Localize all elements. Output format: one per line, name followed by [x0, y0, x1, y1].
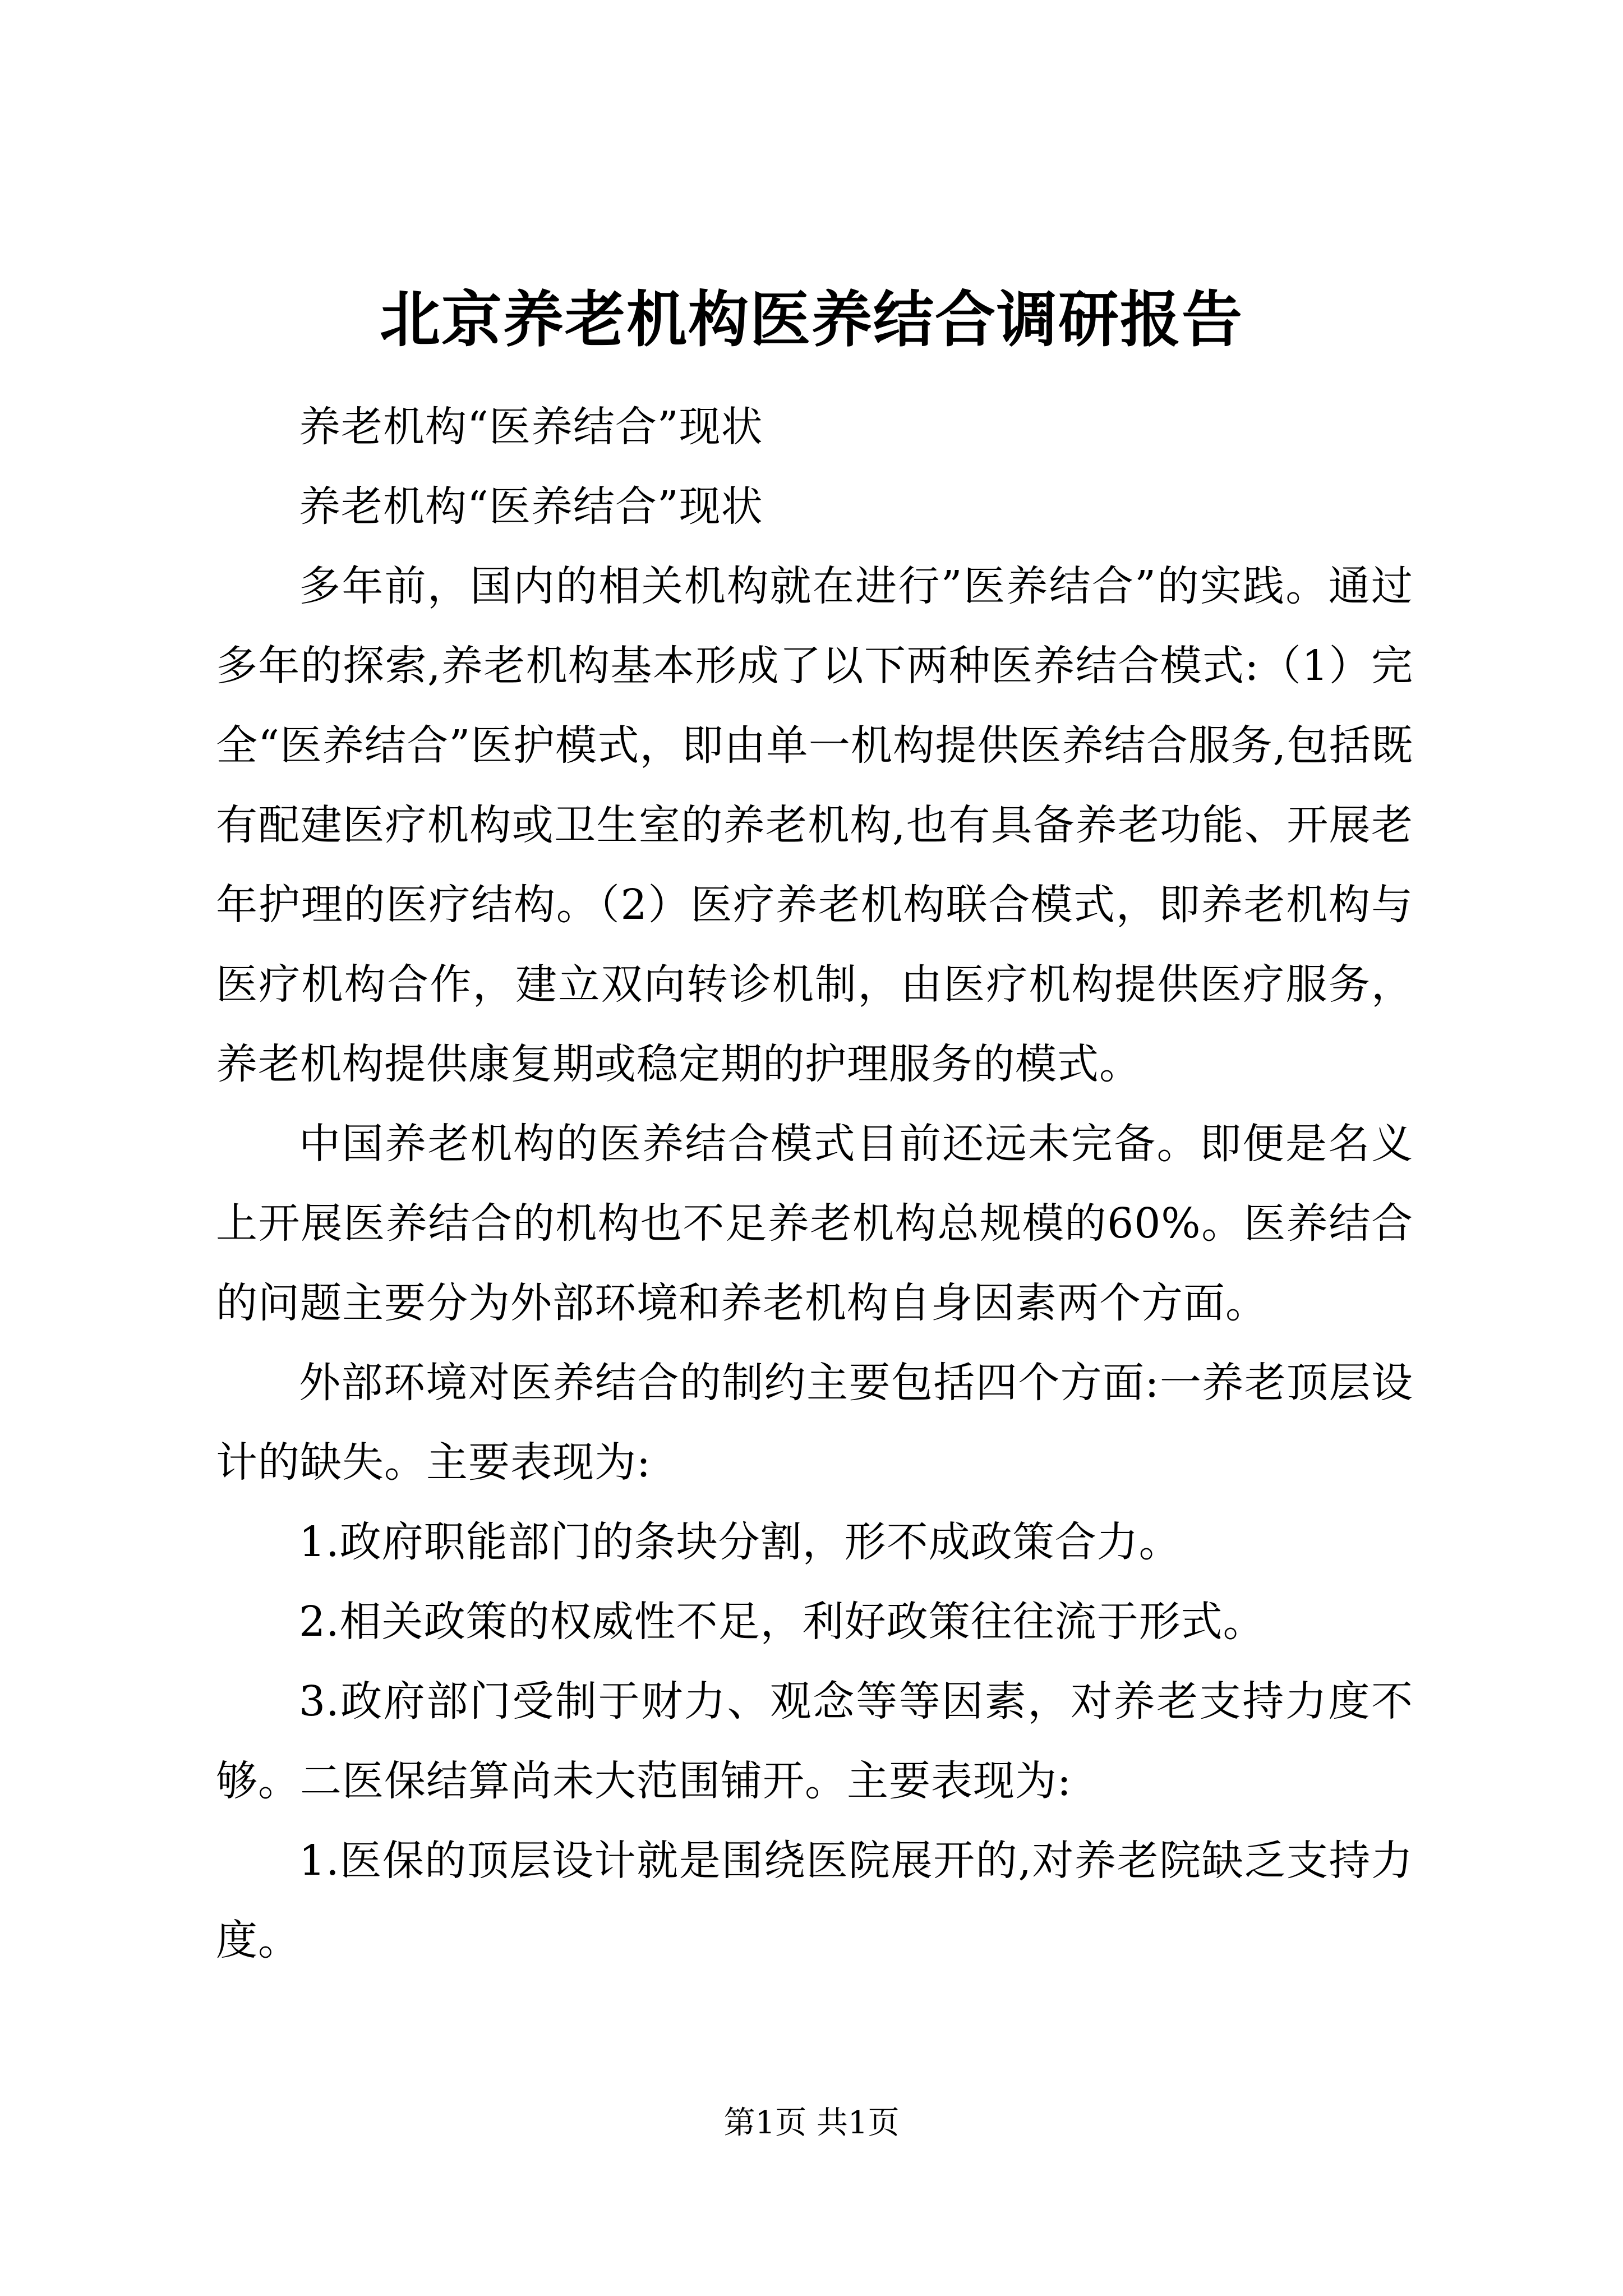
paragraph-models: 多年前，国内的相关机构就在进行”医养结合”的实践。通过多年的探索,养老机构基本形成了以下两种医养结合模式:（1）完全“医养结合”医护模式，即由单一机构提供医养结合服务,包括既有配建医疗机构或卫生室的养老机构,也有具备养老功能、开展老年护理的医疗结构。（2）医疗养老机构联合模式，即养老机构与医疗机构合作，建立双向转诊机制，由医疗机构提供医疗服务，养老机构提供康复期或稳定期的护理服务的模式。 — [216, 562, 1413, 1088]
page-footer: 第1页 共1页 — [723, 2105, 900, 2141]
paragraph-subheading-1: 养老机构“医养结合”现状 — [299, 403, 763, 451]
document-title: 北京养老机构医养结合调研报告 — [379, 284, 1243, 355]
list-item-3: 3.政府部门受制于财力、观念等等因素，对养老支持力度不够。二医保结算尚未大范围铺开。主要表现为: — [216, 1677, 1413, 1805]
paragraph-subheading-2: 养老机构“医养结合”现状 — [299, 482, 763, 531]
list-item-1: 1.政府职能部门的条块分割，形不成政策合力。 — [299, 1518, 1181, 1566]
list-item-2: 2.相关政策的权威性不足，利好政策往往流于形式。 — [299, 1598, 1265, 1646]
list-item-4: 1.医保的顶层设计就是围绕医院展开的,对养老院缺乏支持力度。 — [216, 1837, 1413, 1964]
paragraph-external-factors: 外部环境对医养结合的制约主要包括四个方面:一养老顶层设计的缺失。主要表现为: — [216, 1359, 1413, 1487]
paragraph-status: 中国养老机构的医养结合模式目前还远未完备。即便是名义上开展医养结合的机构也不足养老机构总规模的60%。医养结合的问题主要分为外部环境和养老机构自身因素两个方面。 — [216, 1120, 1413, 1327]
document-body — [216, 387, 1413, 1980]
